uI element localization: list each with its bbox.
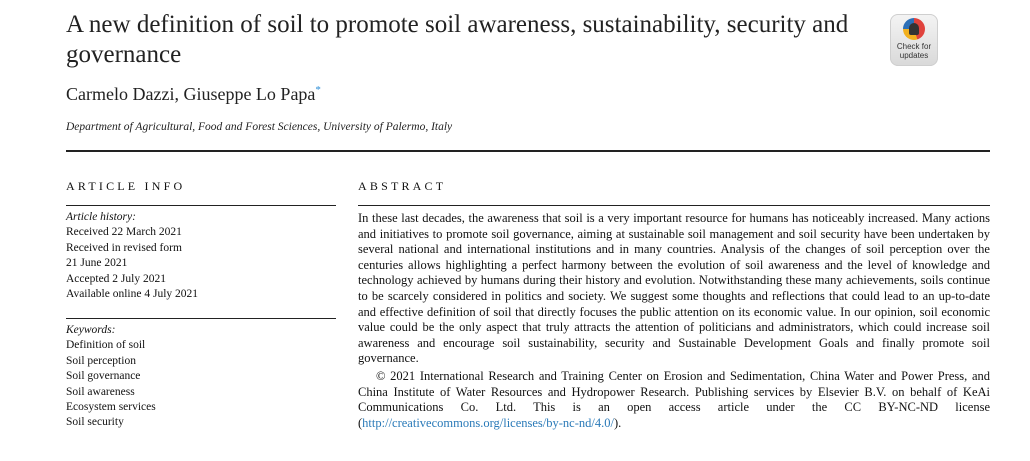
license-link[interactable]: http://creativecommons.org/licenses/by-nc-nd/4.0/ <box>362 415 614 430</box>
article-history <box>66 210 198 302</box>
history-item: Received 22 March 2021 <box>66 226 182 239</box>
header-divider <box>66 150 990 152</box>
article-info-heading: ARTICLE INFO <box>66 179 186 193</box>
check-for-updates-icon <box>903 18 925 40</box>
abstract-body <box>358 211 990 431</box>
abstract-heading: ABSTRACT <box>358 179 447 193</box>
keywords-heading: Keywords: <box>66 324 116 336</box>
keyword-item: Ecosystem services <box>66 401 156 414</box>
history-item: 21 June 2021 <box>66 257 128 270</box>
keyword-item: Soil perception <box>66 354 136 367</box>
article-history-heading: Article history: <box>66 211 136 223</box>
keyword-item: Soil security <box>66 416 124 429</box>
keywords <box>66 323 156 431</box>
article-info-divider <box>66 205 336 206</box>
keyword-item: Definition of soil <box>66 339 146 352</box>
history-item: Available online 4 July 2021 <box>66 288 199 301</box>
check-for-updates-badge[interactable] <box>890 14 938 66</box>
badge-line-2: updates <box>899 51 929 60</box>
affiliation: Department of Agricultural, Food and Forest Sciences, University of Palermo, Italy <box>66 121 453 133</box>
copyright-notice <box>358 369 990 431</box>
keywords-divider <box>66 318 336 319</box>
history-item: Accepted 2 July 2021 <box>66 272 166 285</box>
abstract-text: In these last decades, the awareness that soil is a very important resource for humans has noticeably increased. Many actions and initiatives to promote soil governance, aiming at sustainable soil management and soil security have been undertaken by several national and international institutions and in many countries. Analysis of the changes of soil perception over the centuries allows highlighting a perfect harmony between the evolution of soil awareness and the level of knowledge and technology achieved by humans during their history and evolution. Notwithstanding these many achievements, soils continue to be scarcely considered in politics and society. We suggest some thoughts and reflections that could lead to an up-to-date and effective definition of soil that directly focuses the public attention on its economic value. In our opinion, soil economic value could be the only aspect that truly attracts the attention of politicians and administrators, which could increase soil awareness and encourage soil sustainability, security and Sustainable Development Goals and finally promote soil governance. <box>358 211 990 366</box>
copyright-text: © 2021 International Research and Training Center on Erosion and Sedimentation, China Water and Power Press, and China Institute of Water Resources and Hydropower Research. Publishing services by Elsevier B.V. on behalf of KeAi Communications Co. Ltd. This is an open access article under the CC BY-NC-ND license ( <box>358 368 990 430</box>
keyword-item: Soil governance <box>66 370 141 383</box>
history-item: Received in revised form <box>66 241 182 254</box>
keyword-item: Soil awareness <box>66 385 135 398</box>
article-title: A new definition of soil to promote soil awareness, sustainability, security and governance <box>66 11 849 68</box>
abstract-divider <box>358 205 990 206</box>
copyright-end: ). <box>613 415 622 430</box>
author-names: Carmelo Dazzi, Giuseppe Lo Papa <box>66 84 316 104</box>
badge-line-1: Check for <box>896 42 932 51</box>
author-list <box>66 84 321 105</box>
check-for-updates-label <box>890 42 938 60</box>
corresponding-author-mark[interactable]: * <box>315 84 321 96</box>
